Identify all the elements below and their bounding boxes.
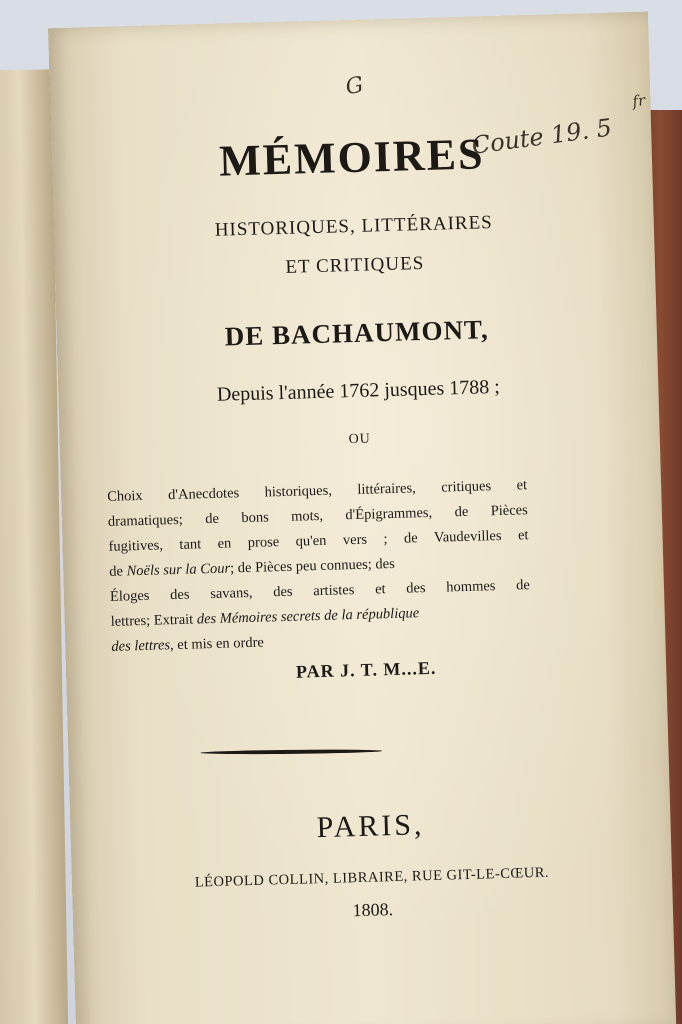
description-paragraph	[107, 473, 532, 660]
description-line-6-italic: des Mémoires secrets de la république	[196, 605, 420, 628]
description-line-4-italic: Noëls sur la Cour	[126, 560, 231, 580]
imprint-year: 1808.	[352, 899, 394, 921]
handwritten-currency-note: fr	[631, 91, 647, 111]
imprint-publisher: LÉOPOLD COLLIN, LIBRAIRE, RUE GIT-LE-CŒUR.	[194, 864, 550, 891]
description-line-7-italic: des lettres	[111, 637, 171, 655]
description-line-3: fugitives, tant en prose qu'en vers ; de Vaudevilles et	[108, 527, 529, 555]
description-line-5: Éloges des savans, des artistes et des hommes de	[109, 577, 531, 605]
description-line-4-suffix: ; de Pièces peu connues; des	[229, 555, 395, 577]
description-line-7-suffix: , et mis en ordre	[169, 634, 265, 654]
book-title: MÉMOIRES	[218, 129, 486, 186]
description-line-1: Choix d'Anecdotes historiques, littéraires, critiques et	[106, 477, 528, 505]
title-page-text	[48, 12, 676, 1024]
description-line-2: dramatiques; de bons mots, d'Épigrammes, de Pièces	[107, 502, 528, 530]
handwritten-price-note: Coute 19. 5	[470, 113, 614, 160]
handwritten-mark: G	[343, 72, 366, 101]
title-page	[48, 12, 676, 1024]
conjunction-ou: OU	[348, 431, 372, 448]
description-line-6-prefix: lettres; Extrait	[110, 611, 194, 630]
subtitle-line-2: ET CRITIQUES	[285, 252, 425, 278]
subtitle-line-1: HISTORIQUES, LITTÉRAIRES	[214, 212, 494, 241]
date-range-line: Depuis l'année 1762 jusques 1788 ;	[216, 375, 501, 406]
editor-credit: PAR J. T. M...E.	[295, 657, 437, 682]
decorative-rule	[200, 749, 382, 755]
description-line-4-prefix: de	[109, 563, 124, 580]
author-line: DE BACHAUMONT,	[224, 314, 490, 352]
imprint-city: PARIS,	[316, 808, 425, 845]
